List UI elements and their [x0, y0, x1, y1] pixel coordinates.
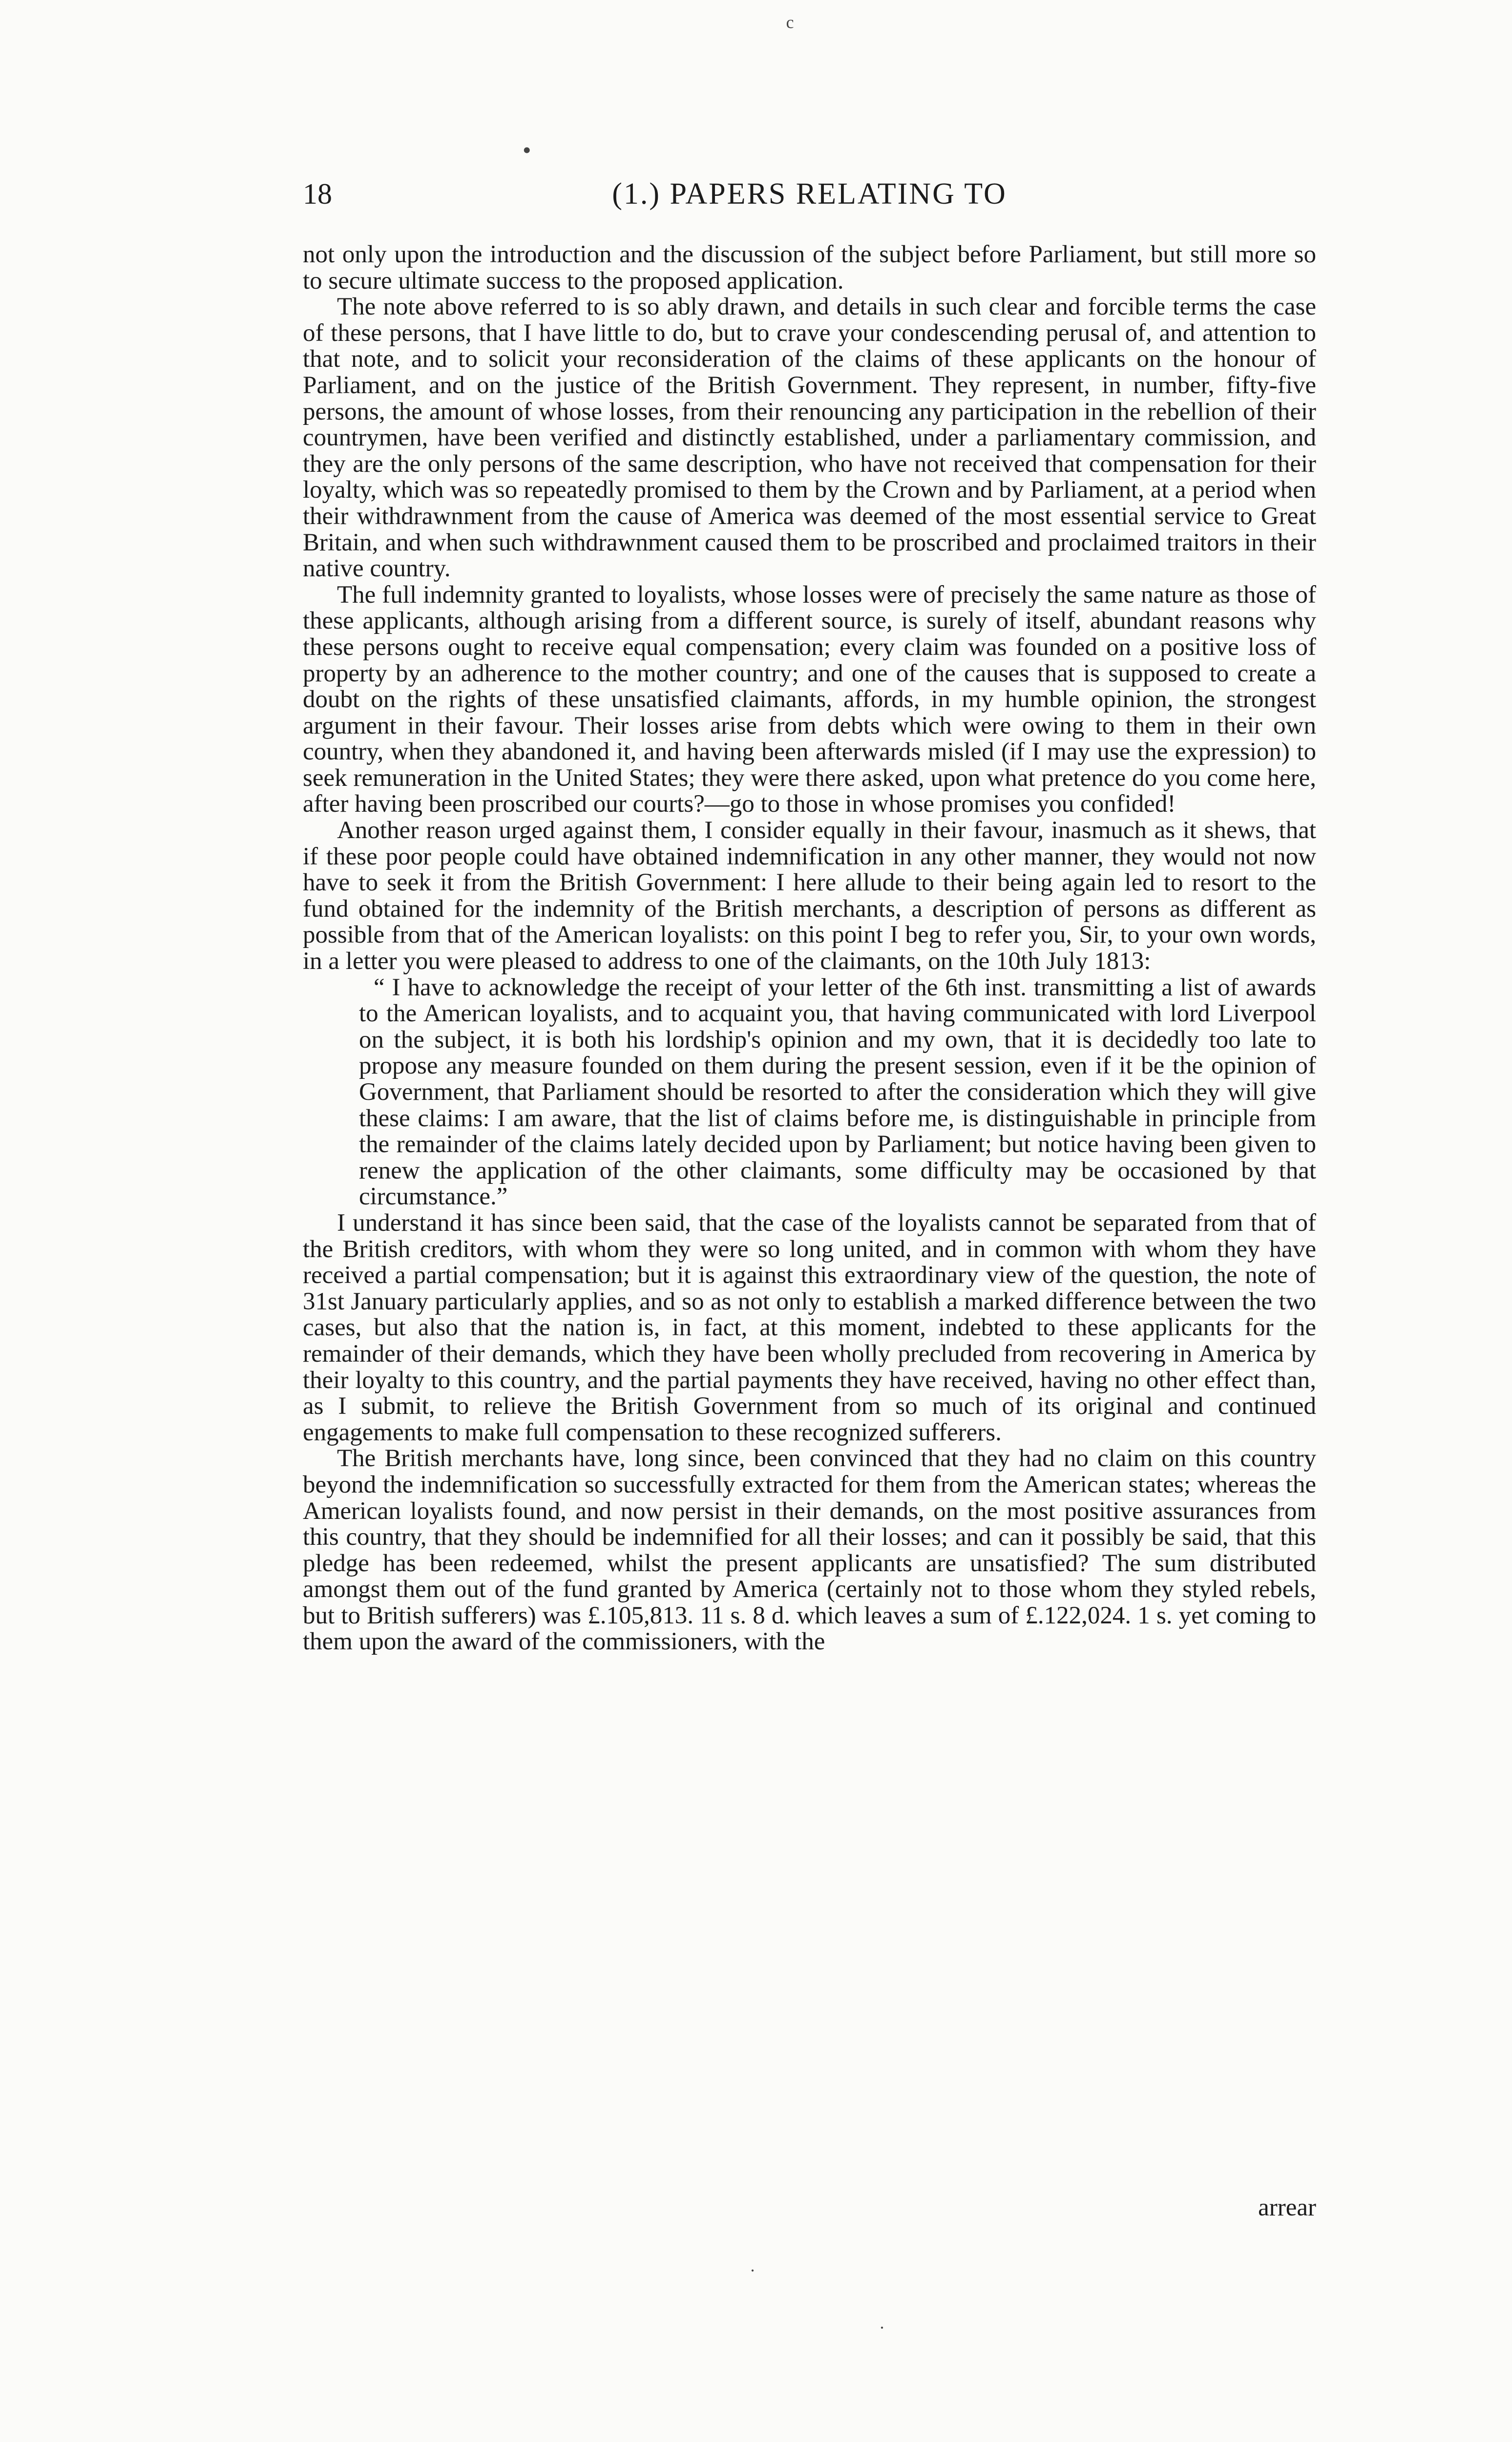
- body-text: [303, 242, 1316, 1655]
- paragraph: The British merchants have, long since, been convinced that they had no claim on this country beyond the indemnification so successfully extracted for them from the American states; whereas the American loyalists found, and now persist in their demands, on the most positive assurances from this country, that they should be indemnified for all their losses; and can it possibly be said, that this pledge has been redeemed, whilst the present applicants are unsatisfied? The sum distributed amongst them out of the fund granted by America (certainly not to those whom they styled rebels, but to British sufferers) was £.105,813. 11 s. 8 d. which leaves a sum of £.122,024. 1 s. yet coming to them upon the award of the commissioners, with the: [303, 1445, 1316, 1656]
- ink-mark: ᶜ: [786, 10, 794, 42]
- page-header: [303, 172, 1316, 216]
- catchword: arrear: [1258, 2194, 1316, 2221]
- ink-speck: •: [523, 136, 531, 164]
- paragraph: Another reason urged against them, I consider equally in their favour, inasmuch as it shews, that if these poor people could have obtained indemnification in any other manner, they would not now have to seek it from the British Government: I here allude to their being again led to resort to the fund obtained for the indemnity of the British merchants, a description of persons as different as possible from that of the American loyalists: on this point I beg to refer you, Sir, to your own words, in a letter you were pleased to address to one of the claimants, on the 10th July 1813:: [303, 817, 1316, 975]
- paragraph: The note above referred to is so ably drawn, and details in such clear and forcible terms the case of these persons, that I have little to do, but to crave your condescending perusal of, and attention to that note, and to solicit your reconsideration of the claims of these applicants on the honour of Parliament, and on the justice of the British Government. They represent, in number, fifty-five persons, the amount of whose losses, from their renouncing any participation in the rebellion of their countrymen, have been verified and distinctly established, under a parliamentary commission, and they are the only persons of the same description, who have not received that compensation for their loyalty, which was so repeatedly promised to them by the Crown and by Parliament, at a period when their withdrawnment from the cause of America was deemed of the most essential service to Great Britain, and when such withdrawnment caused them to be proscribed and proclaimed traitors in their native country.: [303, 293, 1316, 583]
- paragraph: not only upon the introduction and the discussion of the subject before Parliament, but still more so to secure ultimate success to the proposed application.: [303, 241, 1316, 295]
- paragraph: I understand it has since been said, that the case of the loyalists cannot be separated from that of the British creditors, with whom they were so long united, and in common with whom they have received a partial compensation; but it is against this extraordinary view of the question, the note of 31st January particularly applies, and so as not only to establish a marked difference between the two cases, but also that the nation is, in fact, at this moment, indebted to these applicants for the remainder of their demands, which they have been wholly precluded from recovering in America by their loyalty to this country, and the partial payments they have received, having no other effect than, as I submit, to relieve the British Government from so much of its original and continued engagements to make full compensation to these recognized sufferers.: [303, 1209, 1316, 1446]
- ink-speck: ·: [750, 2261, 756, 2280]
- block-quote: [359, 975, 1316, 1210]
- running-title: (1.) PAPERS RELATING TO: [612, 177, 1007, 211]
- page-number: 18: [303, 178, 332, 210]
- quoted-letter: “ I have to acknowledge the receipt of your letter of the 6th inst. transmitting a list of awards to the American loyalists, and to acquaint you, that having communicated with lord Liverpool on the subject, it is both his lordship's opinion and my own, that it is decidedly too late to propose any measure founded on them during the present session, even if it be the opinion of Government, that Parliament should be resorted to after the consideration which they will give these claims: I am aware, that the list of claims before me, is distinguishable in principle from the remainder of the claims lately decided upon by Parliament; but notice having been given to renew the application of the other claimants, some difficulty may be occasioned by that circumstance.”: [359, 973, 1316, 1211]
- ink-speck: ·: [879, 2318, 885, 2337]
- paragraph: The full indemnity granted to loyalists, whose losses were of precisely the same nature as those of these applicants, although arising from a different source, is surely of itself, abundant reasons why these persons ought to receive equal compensation; every claim was founded on a positive loss of property by an adherence to the mother country; and one of the causes that is supposed to create a doubt on the rights of these unsatisfied claimants, affords, in my humble opinion, the strongest argument in their favour. Their losses arise from debts which were owing to them in their own country, when they abandoned it, and having been afterwards misled (if I may use the expression) to seek remuneration in the United States; they were there asked, upon what pretence do you come here, after having been proscribed our courts?—go to those in whose promises you confided!: [303, 581, 1316, 818]
